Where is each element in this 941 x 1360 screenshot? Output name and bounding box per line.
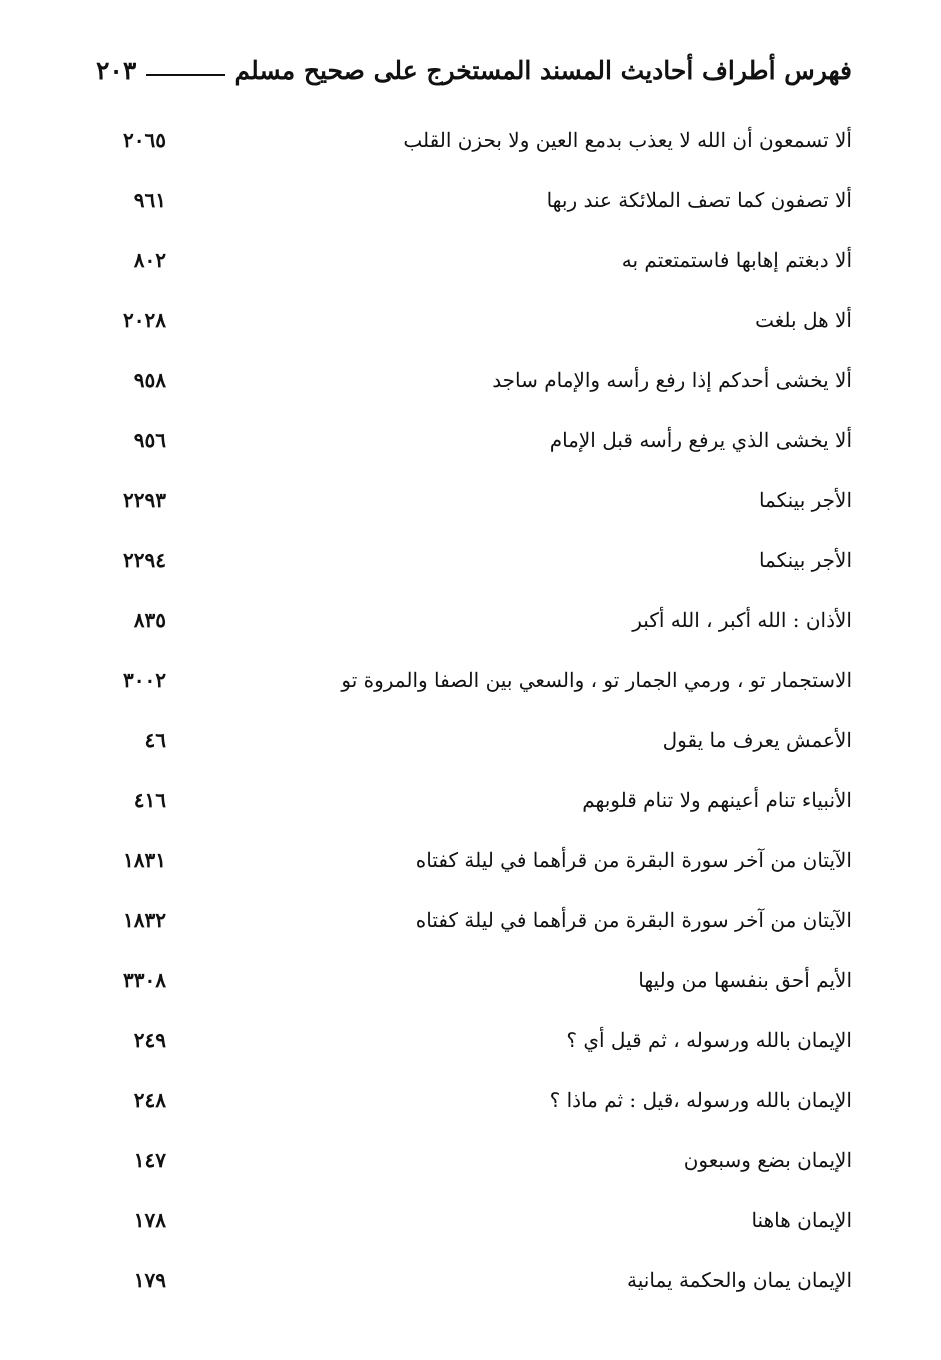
index-entry	[96, 470, 852, 530]
page-header	[96, 46, 852, 94]
index-entry	[96, 1070, 852, 1130]
index-entry	[96, 170, 852, 230]
entry-text: الإيمان بالله ورسوله ، ثم قيل أي ؟	[566, 1028, 852, 1052]
entry-text: الإيمان بالله ورسوله ،قيل : ثم ماذا ؟	[549, 1088, 852, 1112]
index-entry	[96, 890, 852, 950]
entry-number: ٢٢٩٤	[123, 548, 166, 572]
entry-text: الأجر بينكما	[758, 548, 852, 572]
entry-number: ٢٠٦٥	[123, 128, 166, 152]
entry-text: ألا دبغتم إهابها فاستمتعتم به	[621, 248, 852, 272]
page-number: ٢٠٣	[96, 55, 137, 85]
index-entry	[96, 1190, 852, 1250]
entry-number: ٢٤٩	[133, 1028, 166, 1052]
entry-number: ٣٠٠٢	[123, 668, 166, 692]
index-entry	[96, 530, 852, 590]
index-entry	[96, 770, 852, 830]
entry-number: ٤٦	[144, 728, 166, 752]
entry-number: ٨٠٢	[133, 248, 166, 272]
entry-text: ألا يخشى أحدكم إذا رفع رأسه والإمام ساجد	[492, 368, 852, 392]
entry-text: الأنبياء تنام أعينهم ولا تنام قلوبهم	[582, 788, 852, 812]
index-entry	[96, 290, 852, 350]
entry-number: ٤١٦	[133, 788, 166, 812]
index-entry	[96, 710, 852, 770]
entry-number: ١٤٧	[133, 1148, 166, 1172]
index-entry	[96, 350, 852, 410]
entry-text: الأذان : الله أكبر ، الله أكبر	[632, 608, 852, 632]
entry-number: ٢٠٢٨	[123, 308, 166, 332]
running-title: فهرس أطراف أحاديث المسند المستخرج على صحيح مسلم	[234, 55, 852, 85]
entry-number: ٨٣٥	[133, 608, 166, 632]
index-entry	[96, 950, 852, 1010]
entry-number: ٩٥٨	[133, 368, 166, 392]
index-entry	[96, 650, 852, 710]
entry-number: ٢٢٩٣	[123, 488, 166, 512]
entry-text: ألا يخشى الذي يرفع رأسه قبل الإمام	[549, 428, 852, 452]
header-rule	[146, 74, 224, 76]
entry-number: ٩٥٦	[133, 428, 166, 452]
entry-text: الأيم أحق بنفسها من وليها	[638, 968, 852, 992]
index-entry	[96, 230, 852, 290]
index-entry	[96, 830, 852, 890]
entry-number: ٣٣٠٨	[123, 968, 166, 992]
entry-text: ألا تسمعون أن الله لا يعذب بدمع العين ولا بحزن القلب	[403, 128, 852, 152]
entry-text: الاستجمار تو ، ورمي الجمار تو ، والسعي بين الصفا والمروة تو	[341, 668, 852, 692]
index-entry	[96, 1010, 852, 1070]
entry-number: ٢٤٨	[133, 1088, 166, 1112]
entry-number: ١٧٨	[133, 1208, 166, 1232]
index-entry	[96, 1130, 852, 1190]
entry-text: الإيمان هاهنا	[751, 1208, 852, 1232]
entry-text: الأعمش يعرف ما يقول	[662, 728, 852, 752]
entry-text: الإيمان يمان والحكمة يمانية	[627, 1268, 852, 1292]
entry-number: ١٧٩	[133, 1268, 166, 1292]
index-list	[96, 110, 852, 1310]
entry-number: ١٨٣٢	[123, 908, 166, 932]
index-entry	[96, 410, 852, 470]
entry-number: ٩٦١	[133, 188, 166, 212]
entry-text: الآيتان من آخر سورة البقرة من قرأهما في ليلة كفتاه	[415, 908, 852, 932]
entry-text: ألا هل بلغت	[755, 308, 852, 332]
entry-text: الآيتان من آخر سورة البقرة من قرأهما في ليلة كفتاه	[415, 848, 852, 872]
entry-number: ١٨٣١	[123, 848, 166, 872]
entry-text: الإيمان بضع وسبعون	[683, 1148, 852, 1172]
index-entry	[96, 1250, 852, 1310]
entry-text: الأجر بينكما	[758, 488, 852, 512]
index-entry	[96, 590, 852, 650]
index-entry	[96, 110, 852, 170]
entry-text: ألا تصفون كما تصف الملائكة عند ربها	[546, 188, 852, 212]
